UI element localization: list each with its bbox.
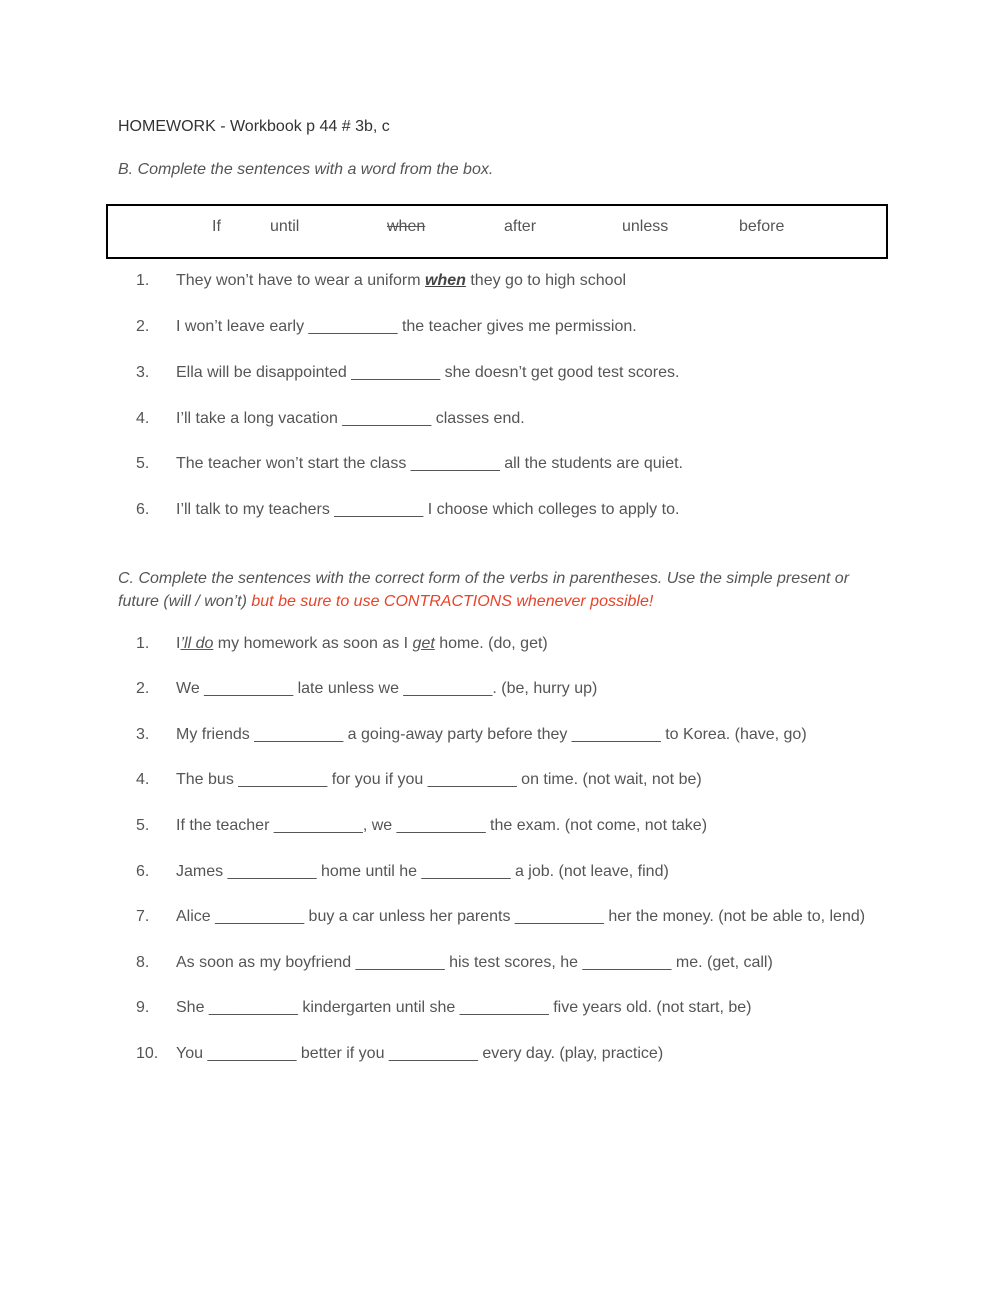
item-text-part: my homework as soon as I bbox=[213, 635, 413, 652]
item-text: If the teacher __________, we __________ the exam. (not come, not take) bbox=[176, 817, 708, 834]
item-number: 5. bbox=[136, 817, 150, 834]
word-box-word: after bbox=[504, 218, 537, 235]
item-number: 1. bbox=[136, 635, 150, 652]
item-text-part: I bbox=[176, 635, 181, 652]
item-text: The bus __________ for you if you __________ on time. (not wait, not be) bbox=[176, 771, 702, 788]
item-text: As soon as my boyfriend __________ his test scores, he __________ me. (get, call) bbox=[176, 954, 773, 971]
word-box-word: unless bbox=[622, 218, 669, 235]
item-number: 3. bbox=[136, 726, 150, 743]
page-title: HOMEWORK - Workbook p 44 # 3b, c bbox=[118, 118, 390, 135]
item-text: I’ll take a long vacation __________ classes end. bbox=[176, 410, 525, 427]
contractions-note: but be sure to use CONTRACTIONS whenever possible! bbox=[251, 593, 654, 610]
item-text: I’ll talk to my teachers __________ I choose which colleges to apply to. bbox=[176, 501, 680, 518]
item-number: 4. bbox=[136, 771, 150, 788]
item-text: We __________ late unless we __________. (be, hurry up) bbox=[176, 680, 598, 697]
item-text: Ella will be disappointed __________ she doesn’t get good test scores. bbox=[176, 364, 680, 381]
item-number: 6. bbox=[136, 501, 150, 518]
item-text: James __________ home until he __________ a job. (not leave, find) bbox=[176, 863, 669, 880]
item-text: You __________ better if you __________ every day. (play, practice) bbox=[176, 1045, 664, 1062]
item-number: 7. bbox=[136, 908, 150, 925]
word-box-word: If bbox=[212, 218, 221, 235]
item-number: 8. bbox=[136, 954, 150, 971]
item-text bbox=[176, 272, 626, 290]
section-c-instruction bbox=[118, 567, 888, 613]
word-box-word: until bbox=[270, 218, 300, 235]
item-number: 5. bbox=[136, 455, 150, 472]
item-text: She __________ kindergarten until she __________ five years old. (not start, be) bbox=[176, 999, 752, 1016]
item-number: 2. bbox=[136, 680, 150, 697]
item-number: 1. bbox=[136, 272, 150, 289]
example-answer: get bbox=[412, 635, 435, 652]
item-text-part: They won’t have to wear a uniform bbox=[176, 272, 426, 289]
example-answer: when bbox=[425, 272, 466, 289]
section-b-instruction: B. Complete the sentences with a word from the box. bbox=[118, 161, 494, 178]
item-text: Alice __________ buy a car unless her parents __________ her the money. (not be able to, lend) bbox=[176, 908, 866, 925]
item-number: 2. bbox=[136, 318, 150, 335]
item-number: 3. bbox=[136, 364, 150, 381]
example-answer: ’ll do bbox=[180, 635, 214, 652]
item-text-part: they go to high school bbox=[465, 272, 627, 289]
item-number: 10. bbox=[136, 1045, 159, 1062]
item-number: 9. bbox=[136, 999, 150, 1016]
item-number: 6. bbox=[136, 863, 150, 880]
item-text-part: home. (do, get) bbox=[434, 635, 548, 652]
section-c-instruction-text: C. Complete the sentences with the correct form of the verbs in parentheses. Use the simple present or future (will / won’t) bbox=[118, 570, 850, 610]
item-text bbox=[176, 635, 548, 653]
item-text: The teacher won’t start the class __________ all the students are quiet. bbox=[176, 455, 683, 472]
item-text: I won’t leave early __________ the teacher gives me permission. bbox=[176, 318, 637, 335]
word-box-word: before bbox=[739, 218, 785, 235]
word-box-word-used: when bbox=[387, 218, 426, 235]
item-number: 4. bbox=[136, 410, 150, 427]
item-text: My friends __________ a going-away party before they __________ to Korea. (have, go) bbox=[176, 726, 807, 743]
word-box bbox=[106, 204, 888, 259]
